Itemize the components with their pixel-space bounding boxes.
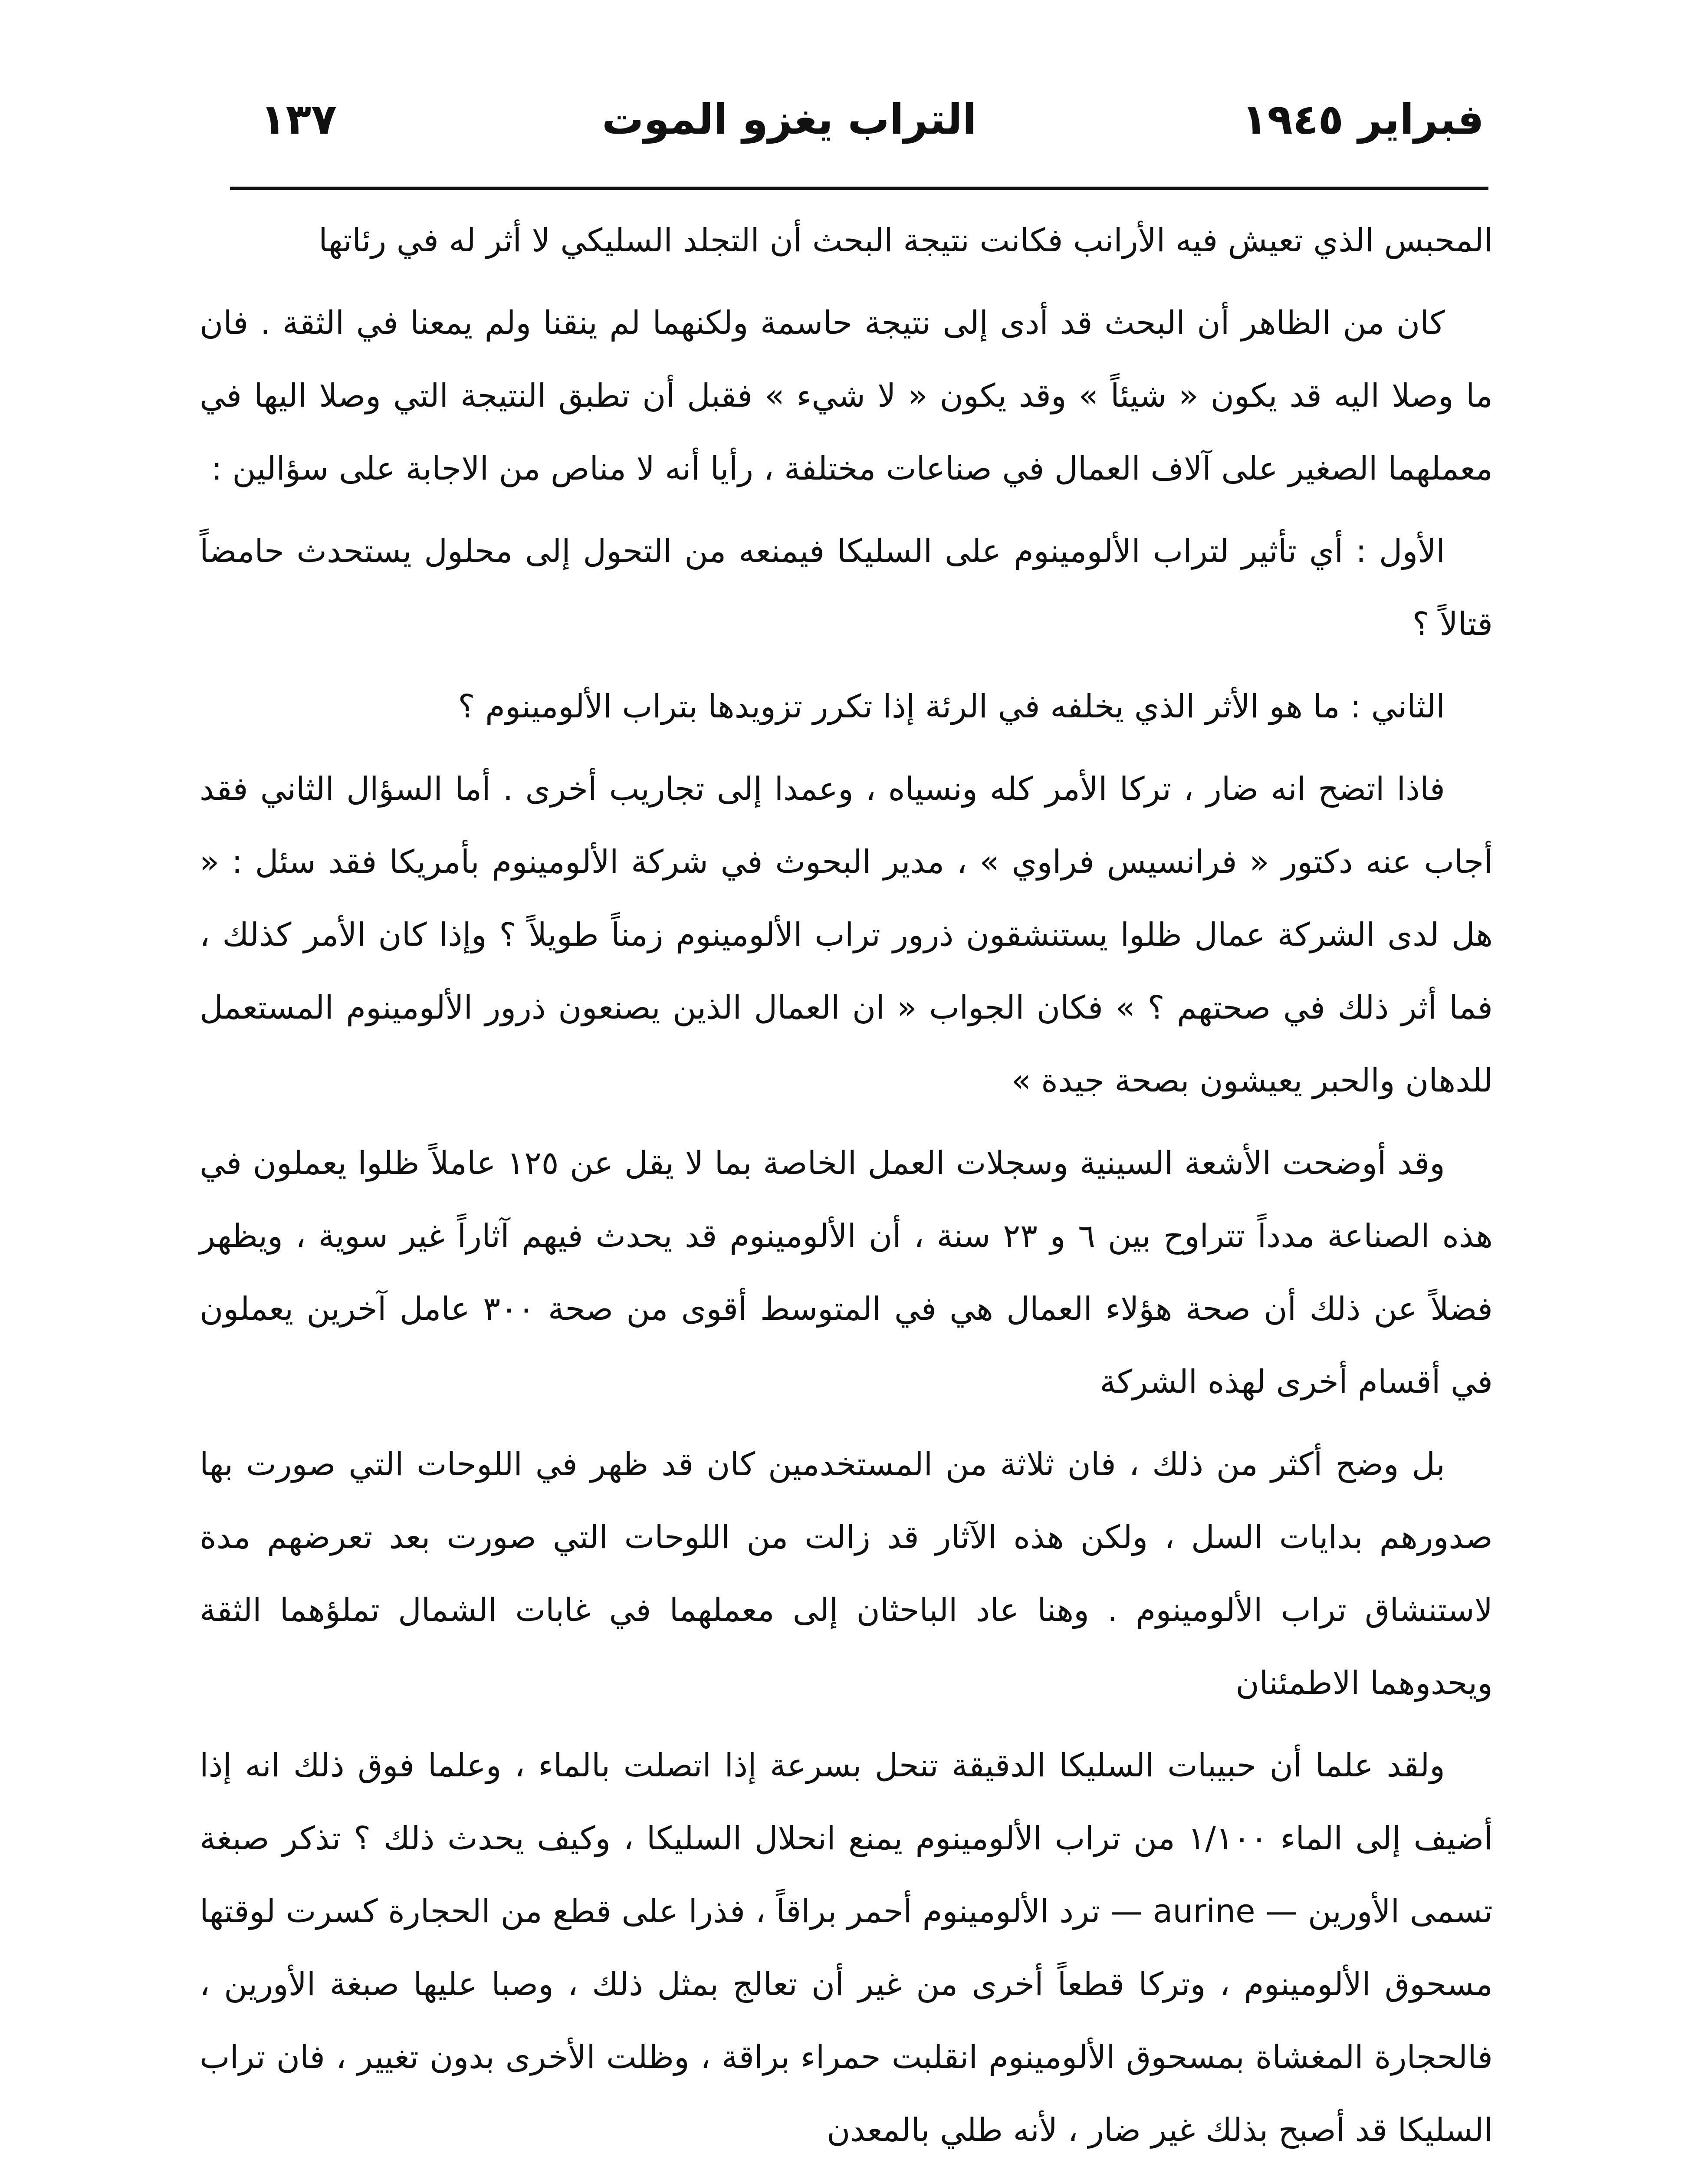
paragraph: بل وضح أكثر من ذلك ، فان ثلاثة من المستخدمين كان قد ظهر في اللوحات التي صورت بها صدورهم بدايات السل ، ولكن هذه الآثار قد زالت من اللوحات التي صورت بعد تعرضهم مدة لاستنشاق تراب الألومينوم . وهنا عاد الباحثان إلى معملهما في غابات الشمال تملؤهما الثقة ويحدوهما الاطمئنان (200, 1446, 1493, 1702)
header-rule (230, 187, 1488, 190)
paragraph: وقد أوضحت الأشعة السينية وسجلات العمل الخاصة بما لا يقل عن ١٢٥ عاملاً ظلوا يعملون في هذه الصناعة مدداً تتراوح بين ٦ و ٢٣ سنة ، أن الألومينوم قد يحدث فيهم آثاراً غير سوية ، ويظهر فضلاً عن ذلك أن صحة هؤلاء العمال هي في المتوسط أقوى من صحة ٣٠٠ عامل آخرين يعملون في أقسام أخرى لهذه الشركة (200, 1144, 1493, 1401)
paragraph: كان من الظاهر أن البحث قد أدى إلى نتيجة حاسمة ولكنهما لم ينقنا ولم يمعنا في الثقة . فان ما وصلا اليه قد يكون « شيئاً » وقد يكون « لا شيء » فقبل أن تطبق النتيجة التي وصلا اليها في معملهما الصغير على آلاف العمال في صناعات مختلفة ، رأيا أنه لا مناص من الاجابة على سؤالين : (200, 304, 1493, 487)
header-date: فبراير ١٩٤٥ (1242, 95, 1484, 144)
article-body (200, 204, 1493, 2170)
paragraph: الأول : أي تأثير لتراب الألومينوم على السليكا فيمنعه من التحول إلى محلول يستحدث حامضاً قتالاً ؟ (200, 533, 1493, 643)
paragraph: فاذا اتضح انه ضار ، تركا الأمر كله ونسياه ، وعمدا إلى تجاريب أخرى . أما السؤال الثاني فقد أجاب عنه دكتور « فرانسيس فراوي » ، مدير البحوث في شركة الألومينوم بأمريكا فقد سئل : « هل لدى الشركة عمال ظلوا يستنشقون ذرور تراب الألومينوم زمناً طويلاً ؟ وإذا كان الأمر كذلك ، فما أثر ذلك في صحتهم ؟ » فكان الجواب « ان العمال الذين يصنعون ذرور الألومينوم المستعمل للدهان والحبر يعيشون بصحة جيدة » (200, 770, 1493, 1099)
header-page-number: ١٣٧ (260, 95, 337, 144)
running-header (260, 76, 1484, 163)
header-title: التراب يغزو الموت (601, 95, 977, 144)
paragraph: المحبس الذي تعيش فيه الأرانب فكانت نتيجة البحث أن التجلد السليكي لا أثر له في رئاتها (319, 222, 1493, 259)
paragraph: ولقد علما أن حبيبات السليكا الدقيقة تنحل بسرعة إذا اتصلت بالماء ، وعلما فوق ذلك انه إذا أضيف إلى الماء ١/١٠٠ من تراب الألومينوم يمنع انحلال السليكا ، وكيف يحدث ذلك ؟ تذكر صبغة تسمى الأورين — aurine — ترد الألومينوم أحمر براقاً ، فذرا على قطع من الحجارة كسرت لوقتها مسحوق الألومينوم ، وتركا قطعاً أخرى من غير أن تعالج بمثل ذلك ، وصبا عليها صبغة الأورين ، فالحجارة المغشاة بمسحوق الألومينوم انقلبت حمراء براقة ، وظلت الأخرى بدون تغيير ، فان تراب السليكا قد أصبح بذلك غير ضار ، لأنه طلي بالمعدن (200, 1747, 1493, 2149)
paragraph: الثاني : ما هو الأثر الذي يخلفه في الرئة إذا تكرر تزويدها بتراب الألومينوم ؟ (458, 688, 1445, 725)
